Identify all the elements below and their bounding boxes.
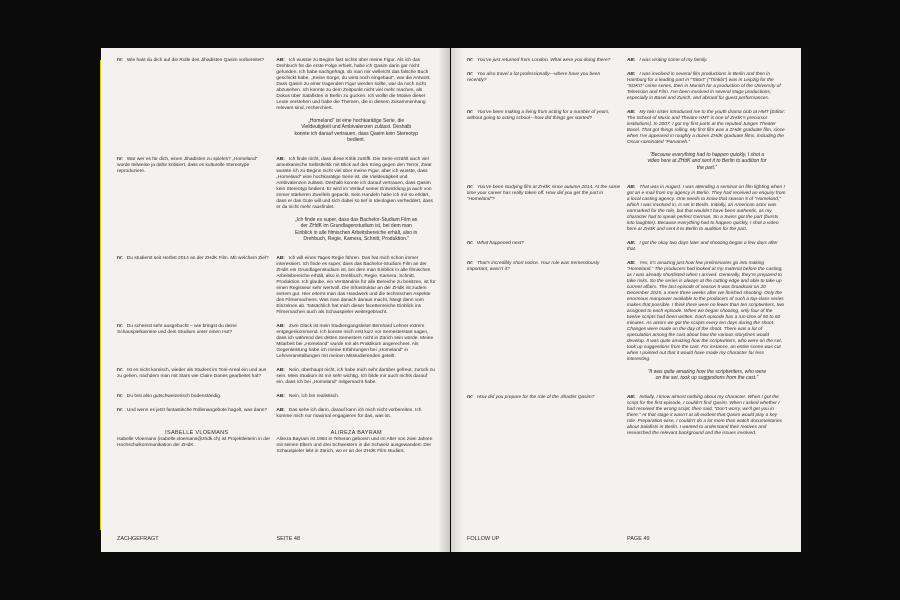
interviewer-question bbox=[117, 394, 276, 400]
question-text: You’ve been studying film at ZHdK since autumn 2014. At the same time your career has really taken off. How did you get the part in “Homeland”? bbox=[467, 184, 621, 202]
interviewer-question bbox=[467, 185, 627, 233]
question-text: War wer es für dich, einen Jihadisten zu spielen? „Homeland“ wurde teilweise ja dafür kritisiert, dass es kulturelle Stereotype reproduziere. bbox=[117, 157, 258, 175]
question-text: Du scheinst sehr ausgebucht – wie bringst du deine Schauspielkarriere und dein Studium unter einen Hut? bbox=[117, 324, 237, 336]
interview-row bbox=[467, 110, 787, 177]
bio-interviewee-text: Alireza Bayram ist 1984 in Teheran geboren und im Alter von zwei Jahren mit seinen Eltern und drei Schwestern in die Schweiz ausgewandert. Der Schauspieler lebt in Zürich, wo er an der ZHdK Film studiert. bbox=[276, 437, 433, 455]
left-page bbox=[101, 48, 450, 552]
question-text: You’ve been making a living from acting for a number of years, without going to acting school—how did things get started? bbox=[467, 110, 610, 121]
interviewer-question bbox=[117, 368, 276, 386]
bio-interviewer-text: Isabelle Vloemans (isabelle.vloemans@zhdk.ch) ist Projektleiterin in der Hochschulkommunikation der ZHdK. bbox=[117, 437, 271, 449]
interviewee-label: AB: bbox=[626, 72, 636, 77]
answer-text: Das sehe ich dann, darauf kann ich mich nicht vorbereiten. Ich komme mich nur maximal engagieren für das, was ist. bbox=[276, 408, 422, 420]
interviewer-question bbox=[117, 256, 276, 316]
interviewee-answer bbox=[627, 395, 787, 437]
interviewee-label: AB: bbox=[276, 324, 285, 330]
interviewer-question bbox=[467, 110, 627, 177]
interview-row bbox=[467, 185, 787, 233]
answer-text: Initially, I knew almost nothing about my character. When I got the script for the first episode, I couldn’t find Qasim. When I asked whether I had received the wrong script, then said, “Don’t worry, we’ll get you in there.” At that stage it wasn’t at all evident that Qasim would play a key role. Preparation-wise, I couldn’t do a lot more than watch documentaries about Salafists in Berlin. I wanted to understand their motives and researched the relevant background and the issues involved. bbox=[626, 395, 783, 437]
left-page-body bbox=[117, 58, 436, 526]
bio-interviewee-name: ALIREZA BAYRAM bbox=[330, 430, 382, 437]
bio-interviewer bbox=[117, 430, 277, 455]
interviewer-label: IV: bbox=[117, 408, 123, 414]
right-page bbox=[451, 48, 801, 552]
interview-row bbox=[117, 394, 436, 400]
interviewee-answer bbox=[276, 256, 436, 316]
interviewee-label: AB: bbox=[276, 368, 285, 374]
answer-text: Ich wusste zu Beginn fast nichts über meine Figur. Als ich das Drehbuch für die erste Folge erhielt, habe ich Qasim darin gar nicht gefunden. Ich habe nachgefragt, ob man mir vielleicht das falsche Buch geschickt habe. „Keine Sorge, du wirst noch eingebaut“, war die Antwort. Dass Qasim zu einer tragenden Figur werden sollte, war da noch nicht abzusehen. Ich konnte zu dem Zeitpunkt nicht viel mehr machen, als Dokus über Salafisten in Berlin zu gucken. Ich wollte die Motive dieser Leute verstehen und habe die Themen, die in diesem Zusammenhang relevant sind, recherchiert. bbox=[276, 58, 431, 111]
interview-row bbox=[467, 395, 787, 437]
interview-row bbox=[117, 368, 436, 386]
interviewee-label: AB: bbox=[276, 157, 285, 163]
question-text: What happened next? bbox=[476, 240, 524, 246]
pull-quote: „Ich finde es super, dass das Bachelor-Studium Film an der ZHdK im Grundlagenstudium ist, bei dem man Einblick in alle filmischen Arbeitsbereiche erhält, also in Drehbuch, Regie, Kamera, Schnitt, Produktion.“ bbox=[294, 217, 418, 243]
pull-quote: “It was quite amazing how the scriptwriters, who were on the set, took up suggestions from the cast.” bbox=[647, 368, 767, 382]
answer-text: My twin sister introduced me to the youth drama club at HMT [Editor: The School of Music and Theatre HMT is one of ZHdK’s precursor institutions]. In 2007, I got my first parts at the reputed Junges Theater Basel. That got things rolling. My first film was a ZHdK graduate film, since when I’ve appeared in roughly a dozen ZHdK graduate films, including the Oscar-nominated “Parvaneh.” bbox=[626, 110, 786, 145]
interviewee-answer bbox=[627, 110, 787, 177]
interviewee-answer bbox=[627, 241, 787, 253]
interview-row bbox=[117, 157, 436, 248]
author-bios bbox=[117, 430, 436, 455]
interviewer-question bbox=[117, 408, 276, 420]
question-text: You’ve just returned from London. What were you doing there? bbox=[476, 58, 611, 63]
interviewee-answer bbox=[276, 394, 436, 400]
interviewee-answer bbox=[627, 261, 787, 388]
interviewee-answer bbox=[276, 58, 436, 149]
interview-row bbox=[467, 261, 787, 388]
interviewee-label: AB: bbox=[276, 256, 285, 262]
interview-row bbox=[467, 241, 787, 253]
interviewee-answer bbox=[627, 58, 787, 64]
interviewee-answer bbox=[276, 368, 436, 386]
question-text: That’s incredibly short notice. Your role was tremendously important, wasn’t it? bbox=[467, 260, 600, 272]
interviewer-label: IV: bbox=[117, 157, 123, 163]
interviewee-label: AB: bbox=[276, 58, 285, 63]
interviewer-label: IV: bbox=[467, 260, 473, 266]
question-text: Du studierst seit Herbst 2014 an der ZHdK Film. Mit welchem Ziel? bbox=[126, 256, 269, 262]
interviewer-question bbox=[117, 157, 276, 248]
interview-row bbox=[117, 408, 436, 420]
interviewer-label: IV: bbox=[467, 240, 473, 246]
question-text: Wie hast du dich auf die Rolle des Jihadisten Qasim vorbereitet? bbox=[126, 58, 265, 63]
answer-text: Nein, überhaupt nicht, ich habe mich sehr darüber gefreut, zurück zu sein. Mein Studium ist mir sehr wichtig. Ich bilde mir auch nichts darauf ein, dass ich bei „Homeland“ mitgemacht habe. bbox=[276, 368, 435, 386]
question-text: You also travel a lot professionally—where have you been recently? bbox=[467, 72, 601, 83]
question-text: How did you prepare for the role of the Jihadist Qasim? bbox=[476, 395, 595, 401]
answer-text: Zum Glück ist mein Studiengangsleiter Bernhard Lehner extrem entgegenkommend. Ich konnte mich erst kurz vor Semesterstart sagen, dass ich während des dritten Semesters nicht in Zürich sein würde. Meine Mitarbeit bei „Homeland“ wurde mir als Praktikum angerechnet. Als Gegenleistung habe ich meine Erfahrungen bei „Homeland“ in Lehrveranstaltungen mit meinen Mitstudierenden geteilt. bbox=[276, 324, 434, 360]
interviewer-label: IV: bbox=[467, 184, 473, 190]
interviewer-question bbox=[467, 58, 627, 64]
interviewee-answer bbox=[276, 324, 436, 360]
interviewer-label: IV: bbox=[117, 368, 123, 374]
left-page-footer bbox=[117, 536, 436, 542]
interviewer-question bbox=[467, 241, 627, 253]
interviewer-question bbox=[117, 324, 276, 360]
interviewer-label: IV: bbox=[467, 72, 473, 77]
answer-text: Nein, ich bin realistisch. bbox=[288, 394, 340, 400]
question-text: Du bist also gutschweizerisch bodenständig. bbox=[126, 394, 222, 400]
interviewee-answer bbox=[627, 72, 787, 102]
right-page-footer bbox=[467, 536, 787, 542]
answer-text: That was in August. I was attending a seminar on film lighting when I got an e-mail from my agency in Berlin. They had received an enquiry from a local casting agency. One needs to know that season 5 of “Homeland,” which I was involved in, is set in Berlin. Initially, an American actor was earmarked for the role, but that wouldn’t have been authentic, as my character had to speak perfect German. So a Swiss got the part (bursts into laughter). Because everything had to happen quickly, I shot a video here at ZHdK and sent it to Berlin to audition for the part. bbox=[626, 184, 786, 232]
answer-text: I got the okay two days later and shooting began a few days after that. bbox=[626, 240, 778, 252]
interview-row bbox=[117, 324, 436, 360]
bio-interviewee bbox=[277, 430, 437, 455]
interviewer-question bbox=[467, 261, 627, 388]
interviewee-label: AB: bbox=[626, 240, 636, 246]
interviewer-label: IV: bbox=[117, 256, 123, 262]
answer-text: Ich finde nicht, dass diese Kritik zutrifft. Die Serie erzählt auch viel amerikanische Selbstkritik mit Blick auf den Krieg gegen den Terror. Zwar wusste ich zu Beginn nicht viel über meine Figur, aber ich wusste, dass „Homeland“ eine hochkarätige Serie ist, die Vieldeutigkeit und Ambivalenzen zulässt. Deshalb konnte ich darauf vertrauen, dass Qasim kein Stereotyp bedient. Er wird im Verlauf seiner Entwicklung ja auch von immer stärkeren Zweifeln gepackt. Sein Handeln habe ich mir so erklärt, dass er das Gute will und sich dabei so tief in Ideologien verheddert, dass er da nicht mehr rausfindet. bbox=[276, 157, 433, 211]
interviewer-label: IV: bbox=[117, 324, 123, 330]
bio-interviewer-name: ISABELLE VLOEMANS bbox=[165, 430, 229, 437]
interviewee-label: AB: bbox=[626, 395, 636, 401]
answer-text: I was visiting some of my family. bbox=[639, 58, 708, 63]
interviewee-answer bbox=[276, 157, 436, 248]
gutter-shadow-right bbox=[451, 48, 463, 552]
interviewee-label: AB: bbox=[626, 184, 636, 190]
left-running-head: ZACHGEFRAGT bbox=[117, 536, 159, 542]
interviewer-question bbox=[467, 72, 627, 102]
question-text: Und wenn es jetzt fantastische Rollenangebote hagelt, was dann? bbox=[126, 408, 268, 414]
interviewer-label: IV: bbox=[117, 58, 123, 63]
interviewee-answer bbox=[627, 185, 787, 233]
interview-row bbox=[467, 72, 787, 102]
answer-text: Ich will eines Tages Regie führen. Das hat mich schon immer interessiert. Ich finde es super, dass das Bachelor-Studium Film an der ZHdK ein Grundlagenstudium ist, bei dem man Einblick in alle filmischen Arbeitsbereiche erhält, also in Drehbuch, Regie, Kamera, Schnitt, Produktion. Ich glaube, ein Verständnis für alle Bereiche zu besitzen, ist für einen Regisseur sehr wertvoll. Die Infrastruktur an der ZHdK ist zudem extrem gut. Hier erlernt man das Handwerk und die technischen Aspekte des Filmemachens. Was man danach daraus macht, hängt dann vom Einzelnen ab. Tatsächlich hat mich dieser facettenreiche Einblick ins Filmemachen auch als Schauspieler weitergebracht. bbox=[276, 256, 436, 316]
answer-text: Yes, it’s amazing just how few preliminaries go into making “Homeland.” The producers had looked at my material before the casting, as I was already shortlisted when I arrived. Generally, they’re prepared to take risks. So the series is always at the cutting edge and able to take up current affairs. The last episode of season 5 was broadcast on 20 December 2015, a mere three weeks after we finished shooting. Only the enormous manpower available to the producers of such a top-class series makes that possible. I think there were no fewer than ten scriptwriters, two assigned to each episode. When we began shooting, only four of the twelve scripts had been written. Each episode has a run-time of 50 to 60 minutes. As actors we got the scripts every ten days during the shoot. Changes were made on the day of the shoot. There was a lot of speculation among the cast about how the various storylines would develop. It was quite amazing how the scriptwriters, who were on the set, took up suggestions from the cast. For instance, an entire scene was cut when I pointed out that it would have made my character far less interesting. bbox=[626, 260, 785, 362]
right-page-number: PAGE 49 bbox=[627, 536, 650, 542]
answer-text: I was involved in several film productions in Berlin and then in Hamburg for a leading part in “Tatort” (“Trinkla”) was in Leipzig for the “SOKO” crime series, then in Munich for a production of the University of Television and Film. I’ve been involved in several stage productions, especially in Basel and Zurich, and abroad for guest performances. bbox=[626, 72, 781, 101]
interviewer-label: IV: bbox=[467, 58, 473, 63]
interviewee-label: AB: bbox=[626, 260, 636, 266]
interviewer-label: IV: bbox=[117, 394, 123, 400]
left-page-number: SEITE 48 bbox=[276, 536, 301, 542]
question-text: Ist es nicht komisch, wieder als Student im Toni-Areal ein und aus zu gehen, nachdem man mit Stars wie Claire Danes gearbeitet hat? bbox=[117, 368, 267, 380]
interviewer-label: IV: bbox=[467, 110, 473, 115]
interviewer-question bbox=[467, 395, 627, 437]
interviewee-label: AB: bbox=[626, 110, 636, 115]
right-running-head: FOLLOW UP bbox=[467, 536, 500, 542]
interviewee-label: AB: bbox=[626, 58, 636, 63]
interview-row bbox=[117, 58, 436, 149]
pull-quote: “Because everything had to happen quickly, I shot a video here at ZHdK and sent it to Berlin to audition for the part.” bbox=[647, 152, 767, 171]
interviewer-question bbox=[117, 58, 276, 149]
interviewee-label: AB: bbox=[276, 394, 285, 400]
right-page-body bbox=[467, 58, 787, 526]
pull-quote: „Homeland“ ist eine hochkarätige Serie, die Vieldeutigkeit und Ambivalenzen zulässt. Deshalb konnte ich darauf vertrauen, dass Qasim kein Stereotyp bedient. bbox=[294, 118, 418, 143]
gutter-shadow-left bbox=[438, 48, 450, 552]
interviewer-label: IV: bbox=[467, 395, 473, 401]
interviewee-answer bbox=[276, 408, 436, 420]
interview-row bbox=[117, 256, 436, 316]
interview-row bbox=[467, 58, 787, 64]
interviewee-label: AB: bbox=[276, 408, 285, 414]
